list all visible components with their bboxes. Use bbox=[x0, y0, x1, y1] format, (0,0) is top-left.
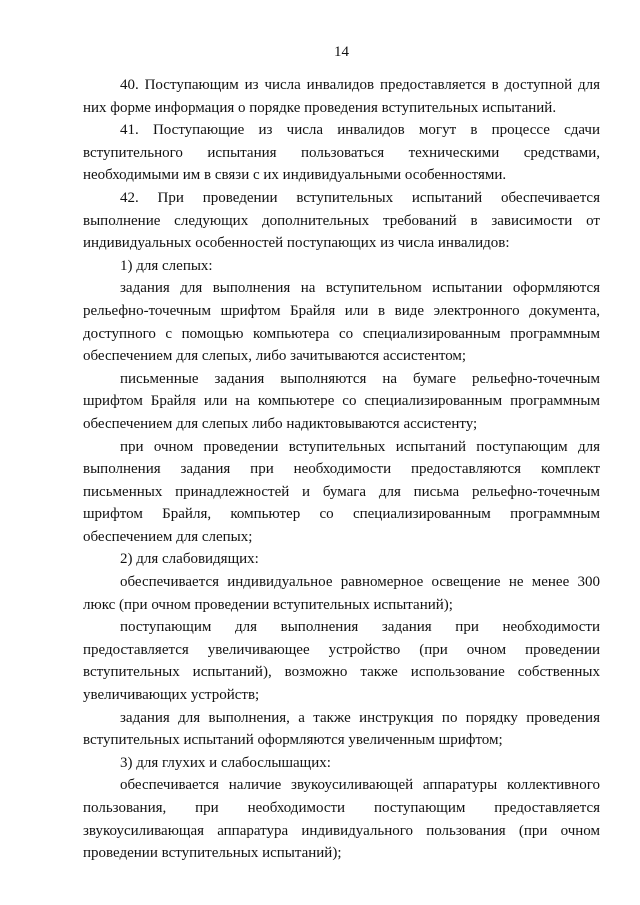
paragraph-blind-tasks: задания для выполнения на вступительном испытании оформляются рельефно-точечным шрифтом Брайля или в виде электронного документа, доступного с помощью компьютера со специализированным программным обеспечением для слепых, либо зачитываются ассистентом; bbox=[83, 280, 600, 365]
page-number: 14 bbox=[334, 44, 349, 60]
paragraph-deaf-audio: обеспечивается наличие звукоусиливающей аппаратуры коллективного пользования, при необходимости поступающим предоставляется звукоусиливающая аппаратура индивидуального пользования (при очном проведении вступительных испытаний); bbox=[83, 777, 600, 862]
paragraph-low-vision-lighting: обеспечивается индивидуальное равномерное освещение не менее 300 люкс (при очном проведении вступительных испытаний); bbox=[83, 574, 600, 613]
subheading-deaf: 3) для глухих и слабослышащих: bbox=[120, 754, 331, 771]
paragraph-42: 42. При проведении вступительных испытаний обеспечивается выполнение следующих дополнительных требований в зависимости от индивидуальных особенностей поступающих из числа инвалидов: bbox=[83, 189, 600, 252]
subheading-blind: 1) для слепых: bbox=[120, 257, 213, 274]
paragraph-low-vision-large-font: задания для выполнения, а также инструкция по порядку проведения вступительных испытаний оформляются увеличенным шрифтом; bbox=[83, 709, 600, 749]
subheading-low-vision: 2) для слабовидящих: bbox=[120, 551, 259, 568]
paragraph-blind-in-person: при очном проведении вступительных испытаний поступающим для выполнения задания при необходимости предоставляются комплект письменных принадлежностей и бумага для письма рельефно-точечным шрифтом Брайля, компьютер со специализированным программным обеспечением для слепых; bbox=[83, 438, 600, 545]
paragraph-41: 41. Поступающие из числа инвалидов могут в процессе сдачи вступительного испытания пользоваться техническими средствами, необходимыми им в связи с их индивидуальными особенностями. bbox=[83, 122, 600, 184]
paragraph-blind-written: письменные задания выполняются на бумаге рельефно-точечным шрифтом Брайля или на компьютере со специализированным программным обеспечением для слепых либо надиктовываются ассистенту; bbox=[83, 370, 600, 432]
paragraph-low-vision-magnifier: поступающим для выполнения задания при необходимости предоставляется увеличивающее устройство (при очном проведении вступительных испытаний), возможно также использование собственных увеличивающих устройств; bbox=[83, 619, 600, 704]
paragraph-40: 40. Поступающим из числа инвалидов предоставляется в доступной для них форме информация о порядке проведения вступительных испытаний. bbox=[83, 77, 600, 116]
